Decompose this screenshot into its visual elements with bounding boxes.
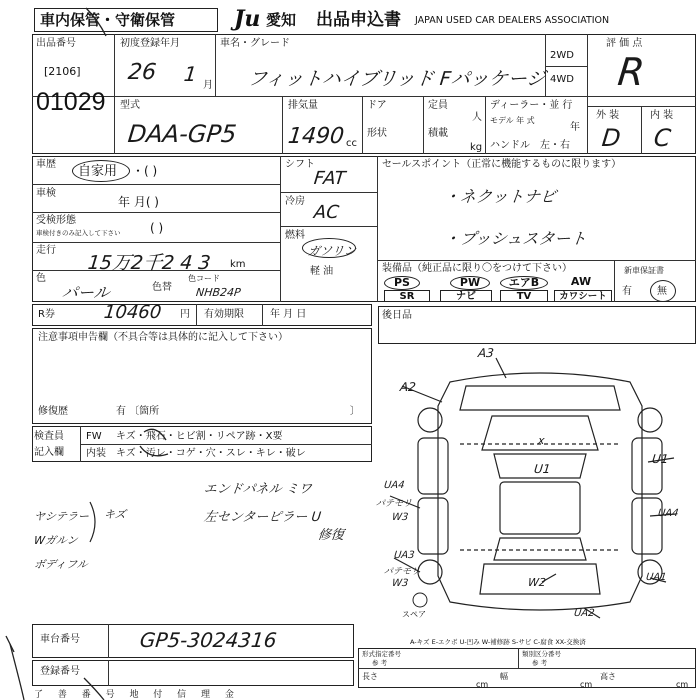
type-label: 型式 — [120, 100, 140, 111]
fuel-value: ガソリン — [307, 244, 357, 258]
mark-x: x — [537, 434, 546, 447]
rating-score: R — [615, 50, 647, 94]
acceptance-value: ( ) — [150, 221, 164, 235]
shape-label: 形状 — [367, 128, 387, 139]
recycle-value: 10460 — [102, 302, 163, 323]
logo-mark: Ju — [234, 6, 261, 32]
dealer-label: ディーラー・並 行 — [490, 100, 573, 111]
equip-sr: SR — [384, 290, 430, 302]
height-label: 高さ — [600, 672, 616, 681]
mark-ua4-top: UA4 — [383, 480, 406, 491]
recycle-label: R券 — [38, 309, 55, 320]
car-name-label: 車名・グレード — [220, 38, 290, 49]
recycle-unit: 円 — [180, 309, 190, 320]
history-label: 車歴 — [36, 159, 56, 170]
repair-value: 有 〔箇所 — [116, 406, 160, 417]
mark-ua1: UA1 — [645, 572, 668, 583]
class-label: 類別区分番号 — [522, 650, 561, 658]
displacement-label: 排気量 — [288, 100, 318, 111]
mileage-unit: km — [230, 259, 246, 270]
equip-airbag: エアB — [500, 276, 548, 290]
notes-label: 注意事項申告欄（不具合等は具体的に記入して下さい） — [38, 332, 288, 343]
chassis-label: 車台番号 — [40, 634, 80, 645]
equip-pw: PW — [450, 276, 490, 290]
note-left-mid: キズ — [103, 508, 127, 521]
displacement-value: 1490 — [286, 124, 346, 149]
inspector-ext-label: FW — [86, 431, 102, 442]
type-value: DAA-GP5 — [126, 120, 238, 148]
note-left-3: ボディフル — [33, 558, 89, 571]
shift-label: シフト — [285, 159, 315, 170]
width-label: 幅 — [500, 672, 508, 681]
capacity-label: 定員 — [428, 100, 448, 111]
footer-strip: 了 善 番 号 地 付 信 理 金 — [34, 690, 240, 700]
displacement-unit: cc — [346, 138, 357, 149]
rear-items-label: 後日品 — [382, 310, 412, 321]
equip-navi: ナビ — [440, 290, 492, 302]
equip-aw: AW — [570, 275, 592, 288]
inspector-int-label: 内装 — [86, 448, 106, 459]
note-left-2: Wガルン — [33, 534, 79, 547]
exterior-value: D — [600, 124, 622, 152]
inspection-label: 車検 — [36, 188, 56, 199]
fuel-alt: 軽 油 — [310, 266, 334, 277]
mark-ua2: UA2 — [573, 608, 596, 619]
handle-value: 左・右 — [540, 140, 570, 151]
exterior-label: 外 装 — [596, 110, 620, 121]
car-name-value: フィットハイブリッド Fパッケージ — [246, 68, 547, 90]
mark-ua4-right: UA4 — [657, 508, 680, 519]
mark-w3-bot: W3 — [391, 578, 409, 589]
drive-4wd: 4WD — [550, 74, 574, 85]
selling-points-label: セールスポイント（正常に機能するものに限ります） — [382, 159, 622, 170]
note-left-1: ヤシテラー — [33, 510, 90, 523]
spare-label: スペア — [402, 610, 426, 619]
color-code-value: NHB24P — [195, 286, 242, 299]
year-unit: 年 — [570, 122, 580, 133]
color-change-label: 色替 — [152, 282, 172, 293]
drive-2wd: 2WD — [550, 50, 574, 61]
repair-close: 〕 — [350, 406, 360, 417]
inspector-label-1: 検査員 — [34, 431, 64, 442]
mark-u1-center: U1 — [533, 462, 552, 476]
equipment-label: 装備品（純正品に限り〇をつけて下さい） — [382, 263, 572, 274]
expiry-label: 有効期限 — [204, 309, 244, 320]
lot-sub-number: [2106] — [44, 65, 81, 78]
color-label: 色 — [36, 273, 46, 284]
length-unit: cm — [476, 680, 489, 689]
lot-number: 01029 — [36, 88, 106, 116]
selling-point-2: ・プッシュスタート — [442, 229, 588, 248]
registration-year: 26 — [126, 60, 158, 85]
association-name: JAPAN USED CAR DEALERS ASSOCIATION — [415, 15, 610, 26]
cooler-label: 冷房 — [285, 196, 305, 207]
mileage-label: 走行 — [36, 245, 56, 256]
cooler-value: AC — [312, 202, 340, 223]
mark-pateri-1: パテモリ — [375, 499, 413, 509]
warranty-none: 無 — [657, 286, 667, 297]
equip-tv: TV — [500, 290, 548, 302]
fuel-label: 燃料 — [285, 230, 305, 241]
length-label: 長さ — [362, 672, 378, 681]
inspector-int-items: キズ・汚レ・コゲ・穴・スレ・キレ・破レ — [116, 448, 306, 459]
acceptance-label: 受検形態 — [36, 215, 76, 226]
mark-pateri-2: パテモリ — [383, 567, 421, 577]
damage-legend: A-キズ E-エクボ U-凹み W-補修跡 S-サビ C-腐食 XX-交換済 — [410, 638, 586, 646]
registration-label: 初度登録年月 — [120, 38, 180, 49]
storage-label: 車内保管・守衛保管 — [40, 11, 176, 29]
doc-title: 出品申込書 — [316, 10, 401, 30]
history-value: 自家用 — [78, 164, 118, 179]
handle-label: ハンドル — [490, 140, 530, 151]
registration-number-label: 登録番号 — [40, 666, 80, 677]
door-label: ドア — [367, 100, 387, 111]
note-line-1: エンドパネル ミワ — [203, 482, 313, 497]
rating-label: 評 価 点 — [606, 38, 643, 49]
height-unit: cm — [676, 680, 689, 689]
mark-w2: W2 — [527, 576, 547, 589]
mark-ua3: UA3 — [393, 550, 416, 561]
equip-ps: PS — [384, 276, 420, 290]
lot-label: 出品番号 — [36, 38, 76, 49]
type-cert-label: 形式指定番号 — [362, 650, 401, 658]
load-unit: kg — [470, 142, 483, 153]
color-code-label: 色コード — [188, 274, 220, 283]
logo-region: 愛知 — [266, 11, 297, 29]
warranty-has: 有 — [622, 286, 632, 297]
selling-point-1: ・ネクットナビ — [442, 187, 557, 206]
shift-value: FAT — [312, 168, 347, 189]
type-cert-ref: 参 考 — [372, 659, 388, 667]
capacity-unit: 人 — [472, 112, 482, 123]
warranty-label: 新車保証書 — [624, 266, 664, 275]
interior-label: 内 装 — [650, 110, 674, 121]
class-ref: 参 考 — [532, 659, 548, 667]
mileage-value: 15万2千2 4 3 — [86, 252, 212, 274]
chassis-value: GP5-3024316 — [138, 628, 278, 652]
registration-month: 1 — [182, 62, 198, 86]
color-value: パール — [60, 283, 111, 302]
width-unit: cm — [580, 680, 593, 689]
registration-month-unit: 月 — [203, 80, 213, 91]
mark-a3: A3 — [477, 346, 495, 360]
note-line-2: 左センターピラー U — [203, 510, 322, 525]
repair-label: 修復歴 — [38, 406, 68, 417]
mark-w3-top: W3 — [391, 512, 409, 523]
history-value-rest: ・( ) — [132, 164, 158, 178]
inspector-ext-items: キズ・飛石・ヒビ割・リペア跡・X要 — [116, 431, 283, 442]
expiry-value: 年 月 日 — [270, 309, 307, 320]
model-year-label: モデル 年 式 — [490, 116, 535, 125]
load-label: 積載 — [428, 128, 448, 139]
interior-value: C — [652, 124, 673, 152]
inspector-label-2: 記入欄 — [34, 447, 64, 458]
inspection-value: 年 月( ) — [118, 195, 159, 209]
equip-kawa-seat: カワシート — [554, 290, 612, 302]
mark-a2: A2 — [399, 380, 417, 394]
note-line-3: 修復 — [317, 528, 345, 543]
acceptance-note: 車検付きのみ記入して下さい — [36, 229, 121, 237]
mark-u1-right: U1 — [651, 452, 670, 466]
